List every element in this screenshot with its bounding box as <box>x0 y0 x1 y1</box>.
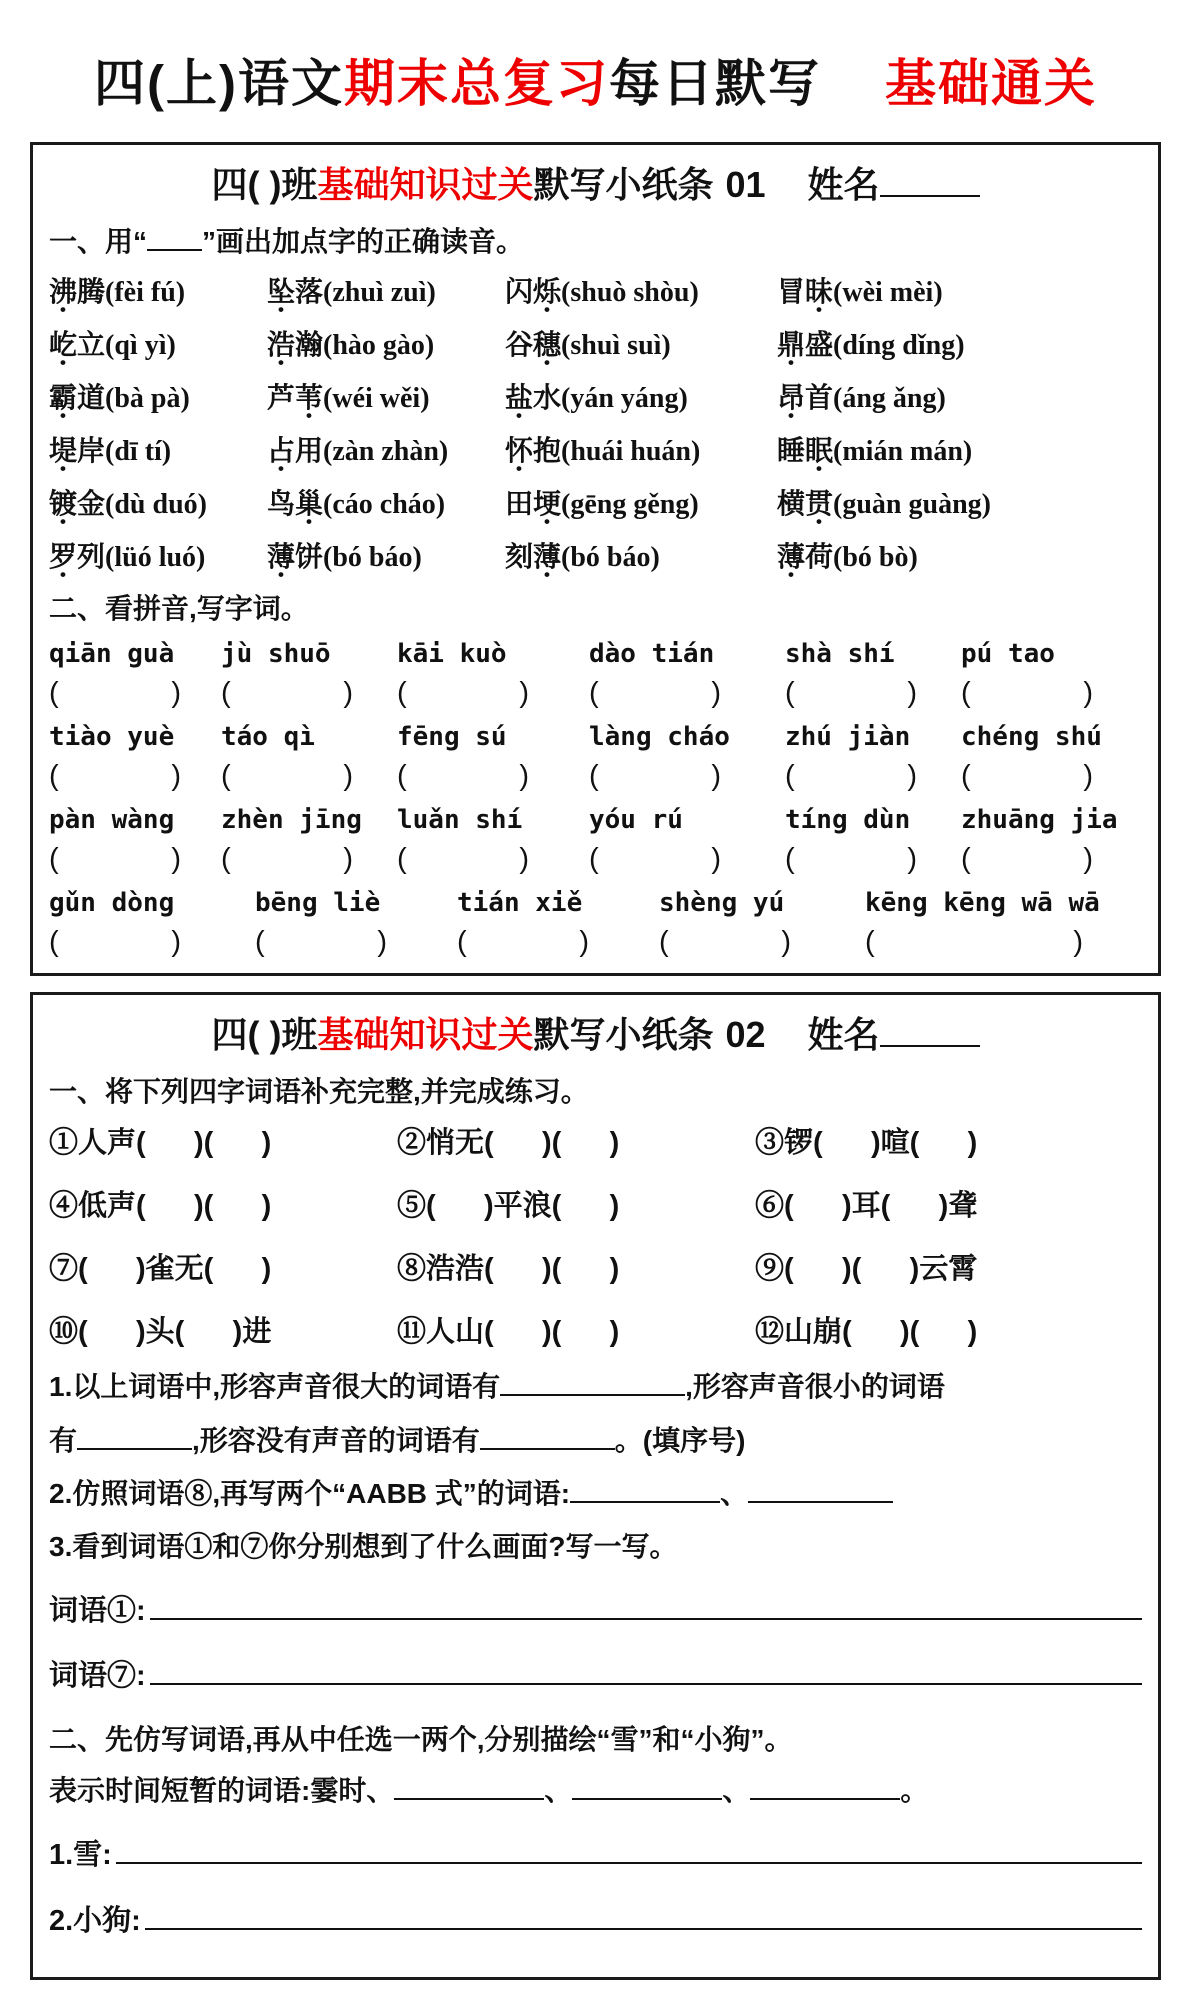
answer-blank-line <box>572 1770 722 1800</box>
word-characters: 占用 <box>267 435 324 466</box>
pinyin-text: pàn wàng <box>49 805 175 835</box>
pinyin-item <box>221 722 397 793</box>
word-characters: 霸道 <box>49 382 106 413</box>
word-characters: 薄荷 <box>777 541 834 572</box>
pinyin-item <box>221 805 397 876</box>
pinyin-item <box>589 639 785 710</box>
word-item <box>777 535 1142 575</box>
dog-write-line: 2.小狗: <box>49 1897 1142 1938</box>
word-characters: 浩瀚 <box>267 329 324 360</box>
pinyin-text: zhú jiàn <box>785 722 911 752</box>
answer-blank-line <box>480 1420 615 1450</box>
word-characters: 怀抱 <box>505 435 562 466</box>
dotted-character: 占 <box>267 435 296 466</box>
word-characters: 横贯 <box>777 488 834 519</box>
pinyin-text: qiān guà <box>49 639 175 669</box>
idiom-item: ⑨( )( )云霄 <box>755 1253 978 1285</box>
pinyin-text: shà shí <box>785 639 895 669</box>
card2-section2-title: 二、先仿写词语,再从中任选一两个,分别描绘“雪”和“小狗”。 <box>49 1724 793 1756</box>
idiom-item: ⑩( )头( )进 <box>49 1316 272 1348</box>
card2-paper-number: 02 <box>725 1014 766 1055</box>
word-characters: 堤岸 <box>49 435 106 466</box>
pinyin-text: chéng shú <box>961 722 1102 752</box>
word-item <box>505 482 777 522</box>
dotted-character: 沸 <box>49 276 78 307</box>
pinyin-text: kāi kuò <box>397 639 507 669</box>
answer-blank-line <box>116 1832 1142 1864</box>
word-item <box>267 323 505 363</box>
answer-parens: ( ) <box>457 926 589 958</box>
word-item <box>267 482 505 522</box>
pinyin-item <box>255 888 457 959</box>
card2-name-label: 姓名 <box>807 1014 880 1055</box>
card1-paper-number: 01 <box>725 164 766 205</box>
card2-class-label: 四( )班 <box>211 1014 318 1055</box>
pinyin-item <box>961 639 1142 710</box>
pinyin-row <box>49 805 1142 876</box>
word-reading: (mián mán) <box>833 436 973 467</box>
word-reading: (gēng gěng) <box>561 489 699 520</box>
dotted-character: 薄 <box>777 541 806 572</box>
pinyin-item <box>457 888 659 959</box>
answer-blank-line <box>150 1587 1142 1619</box>
dotted-character: 霸 <box>49 382 78 413</box>
answer-blank-line <box>500 1366 685 1396</box>
title-part-red: 期末总复习 <box>343 55 609 112</box>
word-reading: (dù duó) <box>105 489 207 520</box>
question-3-line: 3.看到词语①和⑦你分别想到了什么画面?写一写。 <box>49 1530 678 1562</box>
word-item <box>777 482 1142 522</box>
answer-parens: ( ) <box>961 760 1093 792</box>
idiom-item: ⑫山崩( )( ) <box>755 1316 978 1348</box>
word-characters: 睡眠 <box>777 435 834 466</box>
pinyin-text: luǎn shí <box>397 805 523 835</box>
pinyin-item <box>785 805 961 876</box>
answer-parens: ( ) <box>255 926 387 958</box>
pinyin-text: gǔn dòng <box>49 888 175 918</box>
card2-section1-title: 一、将下列四字词语补充完整,并完成练习。 <box>49 1076 589 1107</box>
dotted-character: 薄 <box>267 541 296 572</box>
pinyin-item <box>589 805 785 876</box>
dotted-words-grid <box>49 270 1142 575</box>
word-reading: (qì yì) <box>105 330 176 361</box>
idiom-fill-grid <box>49 1120 1142 1350</box>
dotted-character: 昧 <box>805 276 834 307</box>
word-item <box>505 270 777 310</box>
word-item <box>505 429 777 469</box>
card1-class-label: 四( )班 <box>211 164 318 205</box>
word7-write-line: 词语⑦: <box>49 1653 1142 1694</box>
pinyin-write-section <box>49 639 1142 959</box>
card1-section1-title: 一、用“ ”画出加点字的正确读音。 <box>49 220 1142 260</box>
word-characters: 坠落 <box>267 276 324 307</box>
dotted-character: 坠 <box>267 276 296 307</box>
word-item <box>49 429 267 469</box>
pinyin-text: fēng sú <box>397 722 507 752</box>
pinyin-text: shèng yú <box>659 888 785 918</box>
answer-parens: ( ) <box>221 677 353 709</box>
card2-name-blank-line <box>880 1009 980 1047</box>
dotted-character: 埂 <box>533 488 562 519</box>
pinyin-item <box>49 722 221 793</box>
word-reading: (zhuì zuì) <box>323 277 436 308</box>
answer-parens: ( ) <box>589 677 721 709</box>
word-reading: (áng ǎng) <box>833 383 946 414</box>
dotted-character: 烁 <box>533 276 562 307</box>
idiom-item: ⑤( )平浪( ) <box>397 1190 620 1222</box>
pinyin-text: zhèn jīng <box>221 805 362 835</box>
word-reading: (hào gào) <box>323 330 435 361</box>
answer-parens: ( ) <box>49 926 181 958</box>
pinyin-text: zhuāng jia <box>961 805 1118 835</box>
word-item <box>505 535 777 575</box>
question-1-line-2: 有 ,形容没有声音的词语有 。(填序号) <box>49 1420 1142 1462</box>
card2-header <box>49 1007 1142 1058</box>
word-reading: (wéi wěi) <box>323 383 430 414</box>
answer-parens: ( ) <box>785 760 917 792</box>
word-item <box>505 323 777 363</box>
word-characters: 镀金 <box>49 488 106 519</box>
card1-header-suffix: 默写小纸条 <box>533 164 714 205</box>
dotted-character: 穗 <box>533 329 562 360</box>
pinyin-item <box>49 888 255 959</box>
pinyin-text: táo qì <box>221 722 315 752</box>
word-characters: 田埂 <box>505 488 562 519</box>
answer-parens: ( ) <box>397 843 529 875</box>
pinyin-item <box>659 888 865 959</box>
underline-mark-blank <box>147 221 202 251</box>
pinyin-row <box>49 888 1142 959</box>
word-characters: 罗列 <box>49 541 106 572</box>
word-characters: 闪烁 <box>505 276 562 307</box>
idiom-item: ②悄无( )( ) <box>397 1127 620 1159</box>
word-item <box>49 376 267 416</box>
pinyin-item <box>397 639 589 710</box>
word-reading: (bó báo) <box>561 542 660 573</box>
word-item <box>49 323 267 363</box>
pinyin-text: bēng liè <box>255 888 381 918</box>
word-characters: 鸟巢 <box>267 488 324 519</box>
pinyin-row <box>49 722 1142 793</box>
idiom-item: ⑦( )雀无( ) <box>49 1253 272 1285</box>
page-title <box>30 42 1161 116</box>
answer-blank-line <box>748 1473 893 1503</box>
word-characters: 谷穗 <box>505 329 562 360</box>
word-reading: (cáo cháo) <box>323 489 446 520</box>
word-reading: (bó báo) <box>323 542 422 573</box>
pinyin-text: làng cháo <box>589 722 730 752</box>
answer-parens: ( ) <box>221 843 353 875</box>
word-item <box>267 429 505 469</box>
word-characters: 芦苇 <box>267 382 324 413</box>
title-part-red2: 基础通关 <box>884 55 1097 112</box>
word-item <box>777 323 1142 363</box>
word-reading: (wèi mèi) <box>833 277 943 308</box>
word-characters: 刻薄 <box>505 541 562 572</box>
pinyin-text: kēng kēng wā wā <box>865 888 1100 918</box>
dotted-character: 昂 <box>777 382 806 413</box>
card2-header-highlight: 基础知识过关 <box>317 1014 534 1055</box>
word-reading: (bà pà) <box>105 383 190 414</box>
word-item <box>267 535 505 575</box>
word-item <box>777 429 1142 469</box>
word-characters: 屹立 <box>49 329 106 360</box>
dotted-character: 鼎 <box>777 329 806 360</box>
question-2-line: 2.仿照词语⑧,再写两个“AABB 式”的词语: 、 <box>49 1473 1142 1515</box>
dotted-character: 巢 <box>295 488 324 519</box>
dotted-character: 屹 <box>49 329 78 360</box>
title-part-black: 四(上)语文 <box>93 55 344 112</box>
answer-parens: ( ) <box>961 843 1093 875</box>
dotted-character: 眠 <box>805 435 834 466</box>
card1-name-blank-line <box>880 159 980 197</box>
title-part-black2: 每日默写 <box>608 55 821 112</box>
word-item <box>267 376 505 416</box>
answer-blank-line <box>570 1473 720 1503</box>
word-characters: 鼎盛 <box>777 329 834 360</box>
answer-parens: ( ) <box>785 677 917 709</box>
answer-parens: ( ) <box>785 843 917 875</box>
card1-header <box>49 157 1142 208</box>
idiom-item: ③锣( )喧( ) <box>755 1127 978 1159</box>
idiom-item: ⑪人山( )( ) <box>397 1316 620 1348</box>
word-item <box>267 270 505 310</box>
idiom-item: ⑥( )耳( )聋 <box>755 1190 978 1222</box>
word-item <box>49 270 267 310</box>
answer-parens: ( ) <box>961 677 1093 709</box>
word-reading: (shuò shòu) <box>561 277 699 308</box>
word-item <box>505 376 777 416</box>
dotted-character: 堤 <box>49 435 78 466</box>
pinyin-text: pú tao <box>961 639 1055 669</box>
worksheet-card-01 <box>30 142 1161 976</box>
word-reading: (díng dǐng) <box>833 330 965 361</box>
word-reading: (bó bò) <box>833 542 918 573</box>
pinyin-text: tiào yuè <box>49 722 175 752</box>
pinyin-text: dào tián <box>589 639 715 669</box>
dotted-character: 怀 <box>505 435 534 466</box>
dotted-character: 盐 <box>505 382 534 413</box>
word-reading: (guàn guàng) <box>833 489 991 520</box>
word-reading: (dī tí) <box>105 436 172 467</box>
answer-blank-line <box>145 1897 1142 1929</box>
answer-blank-line <box>77 1420 192 1450</box>
word-characters: 冒昧 <box>777 276 834 307</box>
dotted-character: 贯 <box>805 488 834 519</box>
word-reading: (huái huán) <box>561 436 701 467</box>
dotted-character: 薄 <box>533 541 562 572</box>
card2-header-suffix: 默写小纸条 <box>533 1014 714 1055</box>
word-reading: (lüó luó) <box>105 542 206 573</box>
question-1-line-1: 1.以上词语中,形容声音很大的词语有 ,形容声音很小的词语 <box>49 1366 1142 1408</box>
answer-parens: ( ) <box>589 760 721 792</box>
answer-parens: ( ) <box>865 926 1083 958</box>
pinyin-item <box>397 805 589 876</box>
pinyin-row <box>49 639 1142 710</box>
word-item <box>777 270 1142 310</box>
pinyin-item <box>961 805 1142 876</box>
pinyin-item <box>961 722 1142 793</box>
word1-write-line: 词语①: <box>49 1587 1142 1628</box>
pinyin-item <box>49 805 221 876</box>
word-reading: (fèi fú) <box>105 277 186 308</box>
pinyin-text: tíng dùn <box>785 805 911 835</box>
pinyin-text: yóu rú <box>589 805 683 835</box>
answer-parens: ( ) <box>397 760 529 792</box>
pinyin-item <box>221 639 397 710</box>
pinyin-item <box>397 722 589 793</box>
answer-blank-line <box>394 1770 544 1800</box>
idiom-item: ①人声( )( ) <box>49 1127 272 1159</box>
word-characters: 盐水 <box>505 382 562 413</box>
word-item <box>777 376 1142 416</box>
pinyin-item <box>865 888 1142 959</box>
answer-parens: ( ) <box>49 677 181 709</box>
card1-header-highlight: 基础知识过关 <box>317 164 534 205</box>
word-characters: 薄饼 <box>267 541 324 572</box>
pinyin-item <box>49 639 221 710</box>
time-words-line: 表示时间短暂的词语:霎时、 、 、 。 <box>49 1770 1142 1812</box>
idiom-item: ④低声( )( ) <box>49 1190 272 1222</box>
answer-blank-line <box>150 1653 1142 1685</box>
answer-parens: ( ) <box>49 760 181 792</box>
answer-parens: ( ) <box>397 677 529 709</box>
answer-parens: ( ) <box>49 843 181 875</box>
card1-section2-title: 二、看拼音,写字词。 <box>49 593 309 624</box>
idiom-item: ⑧浩浩( )( ) <box>397 1253 620 1285</box>
word-reading: (yán yáng) <box>561 383 688 414</box>
word-item <box>49 482 267 522</box>
answer-parens: ( ) <box>659 926 791 958</box>
word-reading: (shuì suì) <box>561 330 671 361</box>
worksheet-card-02 <box>30 992 1161 1980</box>
pinyin-item <box>589 722 785 793</box>
dotted-character: 浩 <box>267 329 296 360</box>
card1-name-label: 姓名 <box>807 164 880 205</box>
word-characters: 沸腾 <box>49 276 106 307</box>
answer-parens: ( ) <box>221 760 353 792</box>
word-item <box>49 535 267 575</box>
pinyin-text: tián xiě <box>457 888 583 918</box>
answer-parens: ( ) <box>589 843 721 875</box>
answer-blank-line <box>750 1770 900 1800</box>
pinyin-item <box>785 722 961 793</box>
pinyin-item <box>785 639 961 710</box>
dotted-character: 苇 <box>295 382 324 413</box>
dotted-character: 镀 <box>49 488 78 519</box>
word-reading: (zàn zhàn) <box>323 436 449 467</box>
dotted-character: 罗 <box>49 541 78 572</box>
word-characters: 昂首 <box>777 382 834 413</box>
snow-write-line: 1.雪: <box>49 1832 1142 1873</box>
pinyin-text: jù shuō <box>221 639 331 669</box>
